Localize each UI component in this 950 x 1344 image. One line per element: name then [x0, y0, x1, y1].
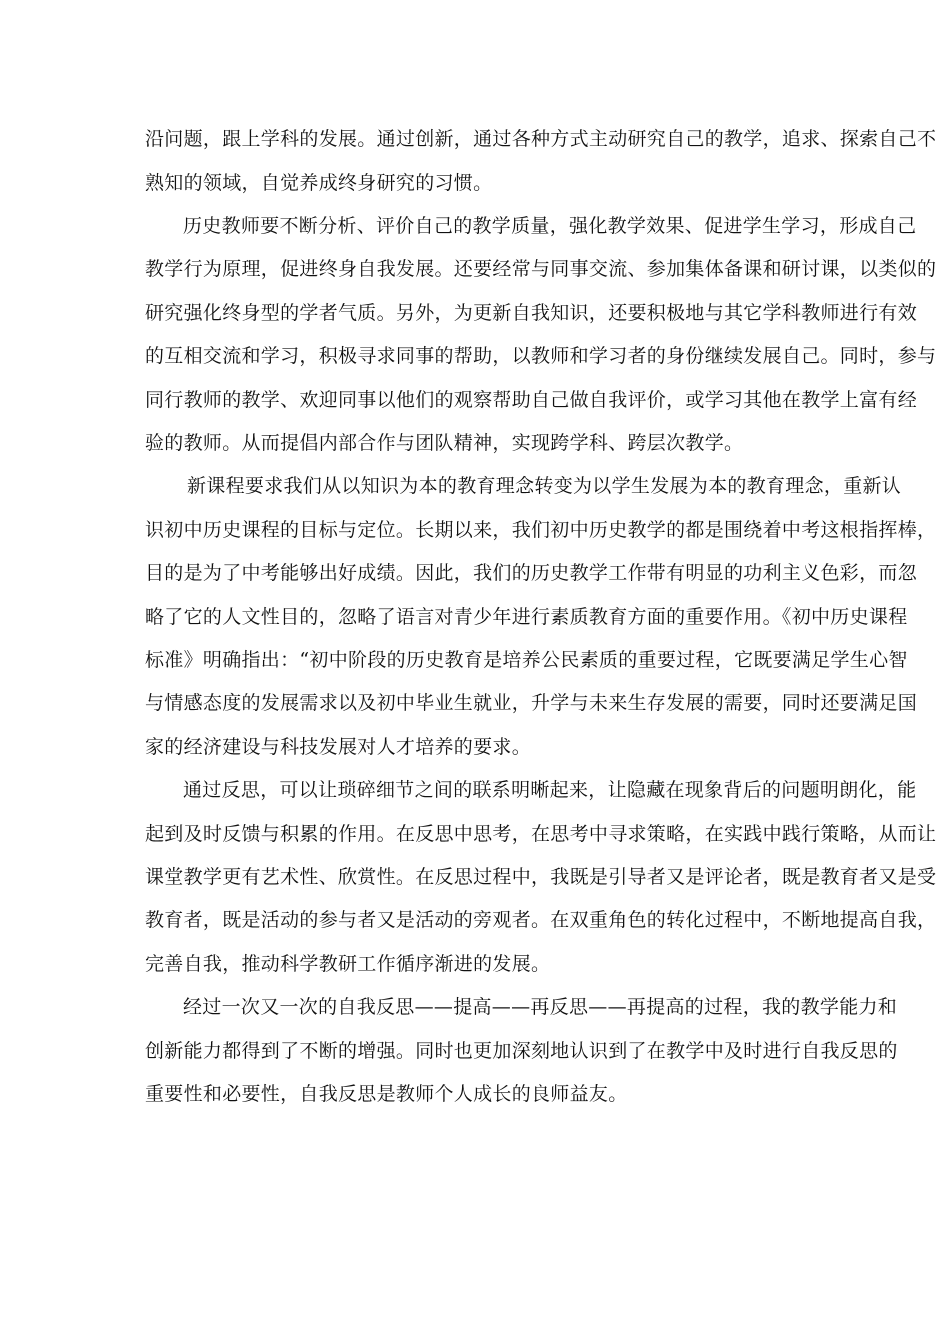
- paragraph-4-line-4: 教育者，既是活动的参与者又是活动的旁观者。在双重角色的转化过程中，不断地提高自我，: [145, 909, 937, 931]
- paragraph-5-line-2: 创新能力都得到了不断的增强。同时也更加深刻地认识到了在教学中及时进行自我反思的: [145, 1040, 898, 1062]
- paragraph-3-line-4: 略了它的人文性目的，忽略了语言对青少年进行素质教育方面的重要作用。《初中历史课程: [145, 606, 908, 628]
- paragraph-2-line-5: 同行教师的教学、欢迎同事以他们的观察帮助自己做自我评价，或学习其他在教学上富有经: [145, 389, 918, 411]
- paragraph-4-line-3: 课堂教学更有艺术性、欣赏性。在反思过程中，我既是引导者又是评论者，既是教育者又是受: [145, 866, 937, 888]
- paragraph-3-line-3: 目的是为了中考能够出好成绩。因此，我们的历史教学工作带有明显的功利主义色彩，而忽: [145, 562, 918, 584]
- paragraph-3-line-6: 与情感态度的发展需求以及初中毕业生就业，升学与未来生存发展的需要，同时还要满足国: [145, 692, 918, 714]
- paragraph-1-line-1: 沿问题，跟上学科的发展。通过创新，通过各种方式主动研究自己的教学，追求、探索自己不: [145, 128, 937, 150]
- paragraph-4-line-2: 起到及时反馈与积累的作用。在反思中思考，在思考中寻求策略，在实践中践行策略，从而让: [145, 823, 937, 845]
- paragraph-1-line-2: 熟知的领域，自觉养成终身研究的习惯。: [145, 172, 493, 194]
- paragraph-2-line-2: 教学行为原理，促进终身自我发展。还要经常与同事交流、参加集体备课和研讨课，以类似的: [145, 258, 937, 280]
- paragraph-5-line-3: 重要性和必要性，自我反思是教师个人成长的良师益友。: [145, 1083, 628, 1105]
- paragraph-3-line-7: 家的经济建设与科技发展对人才培养的要求。: [145, 736, 532, 758]
- paragraph-4-line-1: 通过反思，可以让琐碎细节之间的联系明晰起来，让隐藏在现象背后的问题明朗化，能: [183, 779, 917, 801]
- paragraph-2-line-1: 历史教师要不断分析、评价自己的教学质量，强化教学效果、促进学生学习，形成自己: [183, 215, 917, 237]
- paragraph-3-line-1: 新课程要求我们从以知识为本的教育理念转变为以学生发展为本的教育理念，重新认: [187, 475, 902, 497]
- paragraph-3-line-2: 识初中历史课程的目标与定位。长期以来，我们初中历史教学的都是围绕着中考这根指挥棒，: [145, 519, 937, 541]
- paragraph-2-line-4: 的互相交流和学习，积极寻求同事的帮助，以教师和学习者的身份继续发展自己。同时，参与: [145, 345, 937, 367]
- paragraph-2-line-3: 研究强化终身型的学者气质。另外，为更新自我知识，还要积极地与其它学科教师进行有效: [145, 302, 918, 324]
- paragraph-3-line-5: 标准》明确指出：“初中阶段的历史教育是培养公民素质的重要过程，它既要满足学生心智: [145, 649, 908, 671]
- paragraph-5-line-1: 经过一次又一次的自我反思——提高——再反思——再提高的过程，我的教学能力和: [183, 996, 898, 1018]
- paragraph-4-line-5: 完善自我，推动科学教研工作循序渐进的发展。: [145, 953, 551, 975]
- paragraph-2-line-6: 验的教师。从而提倡内部合作与团队精神，实现跨学科、跨层次教学。: [145, 432, 744, 454]
